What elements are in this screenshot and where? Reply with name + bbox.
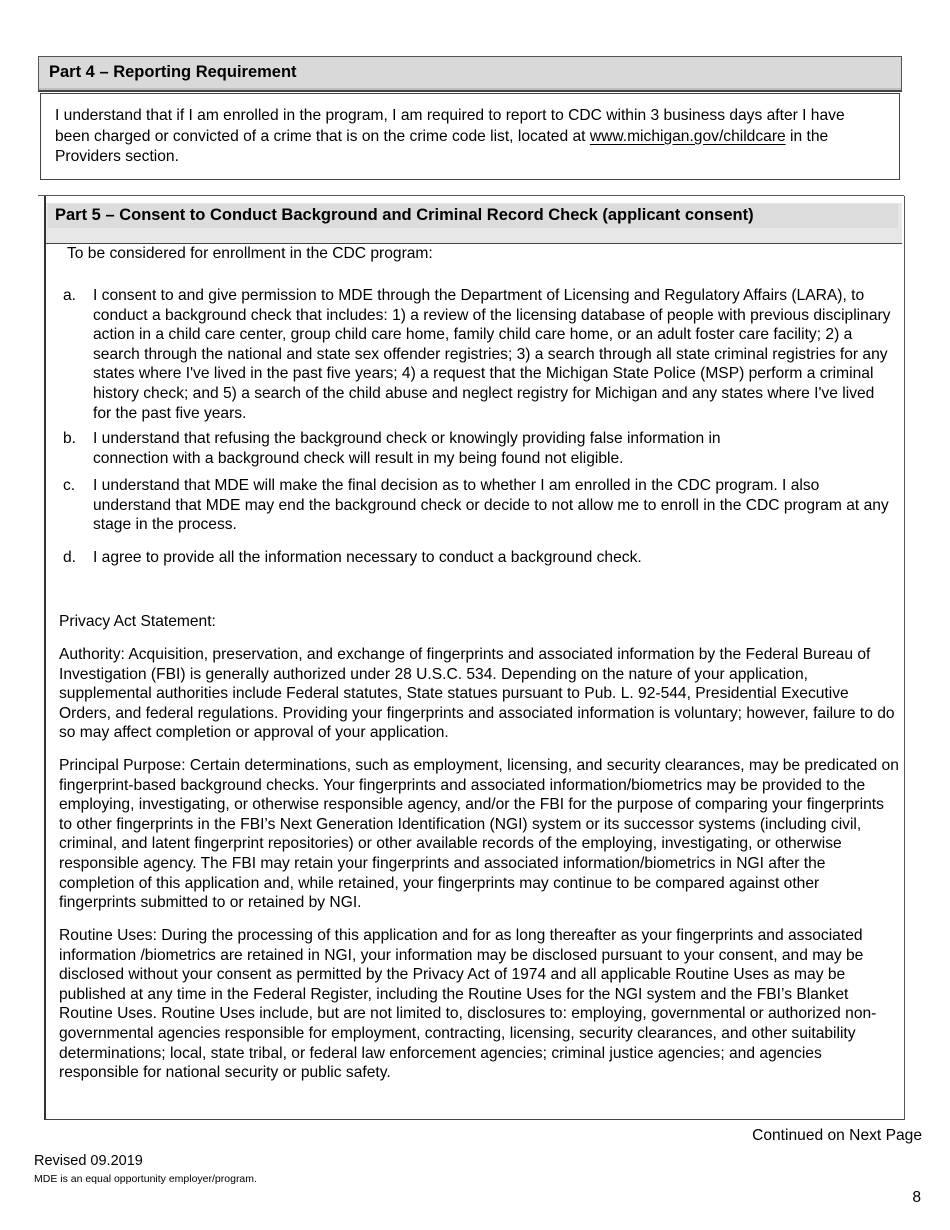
privacy-principal-purpose: Principal Purpose: Certain determinations, such as employment, licensing, and security clearances, may be predicated on fingerprint-based background checks. Your fingerprints and associated information/biometrics may be provided to the employing, investigating, or otherwise responsible agency, and/or the FBI for the purpose of comparing your fingerprints to other fingerprints in the FBI’s Next Generation Identification (NGI) system or its successor systems (including civil, criminal, and latent fingerprint repositories) or other available records of the employing, investigating, or otherwise responsible agency. The FBI may retain your fingerprints and associated information/biometrics in NGI after the completion of this application and, while retained, your fingerprints may continue to be compared against other fingerprints submitted to or retained by NGI. (59, 757, 899, 912)
part5-title: Part 5 – Consent to Conduct Background and Criminal Record Check (applicant consent) (55, 206, 754, 224)
list-marker: a. (63, 287, 77, 304)
part4-text-after-link: in the Providers section. (55, 127, 829, 165)
revision-date: Revised 09.2019 (34, 1153, 143, 1169)
consent-item-text: I understand that refusing the background check or knowingly providing false information in connection with a background check will result in my being found not eligible. (93, 430, 721, 467)
part4-text (55, 106, 875, 168)
childcare-link[interactable]: www.michigan.gov/childcare (589, 127, 786, 145)
privacy-routine-uses: Routine Uses: During the processing of this application and for as long thereafter as your fingerprints and associated information /biometrics are retained in NGI, your information may be disclosed pursuant to your consent, and may be disclosed without your consent as permitted by the Privacy Act of 1974 and all applicable Routine Uses as may be published at any time in the Federal Register, including the Routine Uses for the NGI system and the FBI’s Blanket Routine Uses. Routine Uses include, but are not limited to, disclosures to: employing, governmental or authorized non-governmental agencies responsible for employment, contracting, licensing, security clearances, and other suitability determinations; local, state tribal, or federal law enforcement agencies; criminal justice agencies; and agencies responsible for national security or public safety. (59, 927, 877, 1082)
privacy-authority: Authority: Acquisition, preservation, and exchange of fingerprints and associated information by the Federal Bureau of Investigation (FBI) is generally authorized under 28 U.S.C. 534. Depending on the nature of your application, supplemental authorities include Federal statutes, State statues pursuant to Pub. L. 92-544, Presidential Executive Orders, and federal regulations. Providing your fingerprints and associated information is voluntary; however, failure to do so may affect completion or approval of your application. (59, 646, 895, 742)
consent-item-d (63, 548, 893, 568)
list-marker: b. (63, 430, 77, 447)
page-number: 8 (912, 1189, 921, 1206)
consent-item-b (63, 429, 893, 468)
part4-title: Part 4 – Reporting Requirement (49, 63, 297, 81)
list-marker: d. (63, 549, 77, 566)
consent-item-a (63, 286, 893, 423)
part4-header (38, 56, 902, 92)
part5-intro: To be considered for enrollment in the CDC program: (67, 245, 433, 262)
part4-text-before-link: I understand that if I am enrolled in the program, I am required to report to CDC within 3 business days after I have been charged or convicted of a crime that is on the crime code list, located at (55, 107, 845, 145)
continued-note: Continued on Next Page (752, 1127, 922, 1144)
eeo-statement: MDE is an equal opportunity employer/program. (34, 1173, 257, 1185)
consent-item-c (63, 476, 893, 535)
list-marker: c. (63, 477, 76, 494)
consent-item-text: I agree to provide all the information necessary to conduct a background check. (93, 549, 642, 566)
part4-body (40, 93, 900, 180)
consent-item-text: I consent to and give permission to MDE through the Department of Licensing and Regulatory Affairs (LARA), to conduct a background check that includes: 1) a review of the licensing database of people with previous disciplinary action in a child care center, group child care home, family child care home, or an adult foster care facility; 2) a search through the national and state sex offender registries; 3) a search through all state criminal registries for any states where I've lived in the past five years; 4) a request that the Michigan State Police (MSP) perform a criminal history check; and 5) a search of the child abuse and neglect registry for Michigan and any states where I've lived for the past five years. (93, 287, 891, 422)
privacy-act-title: Privacy Act Statement: (59, 613, 216, 630)
consent-item-text: I understand that MDE will make the final decision as to whether I am enrolled in the CDC program. I also understand that MDE may end the background check or decide to not allow me to enroll in the CDC program at any stage in the process. (93, 477, 889, 534)
